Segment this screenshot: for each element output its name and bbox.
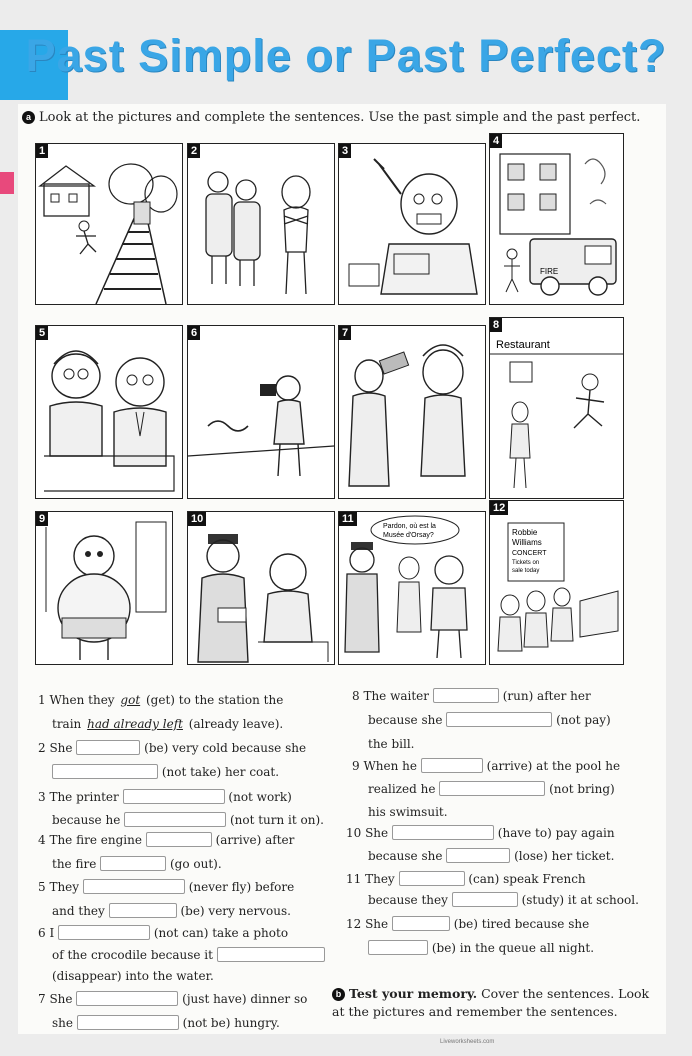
- sentence-text: train: [52, 717, 82, 731]
- picture-1-train-station: [35, 143, 183, 305]
- picture-2-cold-woman: [187, 143, 335, 305]
- sentence-2-line-1: [38, 740, 306, 756]
- sentence-10-line-2: [368, 848, 614, 864]
- sentence-text: (not work): [228, 790, 292, 804]
- sentence-text: the fire: [52, 857, 97, 871]
- sentence-text: (be) very nervous.: [180, 904, 291, 918]
- answer-4a-input[interactable]: [146, 832, 212, 847]
- picture-number: 8: [490, 318, 502, 332]
- sentence-text: because she: [368, 849, 443, 863]
- sentence-text: (be) in the queue all night.: [431, 941, 595, 955]
- sentence-5-line-2: [52, 903, 291, 919]
- sentence-1-line-1: [38, 692, 283, 708]
- sentence-text: because they: [368, 893, 448, 907]
- sentence-7-line-1: [38, 991, 307, 1007]
- sentence-7-line-2: [52, 1015, 280, 1031]
- sentence-text: 12 She: [346, 917, 389, 931]
- poster-line-1: Robbie: [512, 528, 538, 537]
- train-station-drawing: [36, 144, 182, 304]
- instruction-b: [332, 985, 652, 1021]
- answer-1a: got: [120, 693, 141, 707]
- sentence-8-line-3: the bill.: [368, 737, 415, 751]
- picture-6-crocodile-photo: [187, 325, 335, 499]
- printer-drawing: [339, 144, 485, 304]
- picture-number: 10: [188, 512, 206, 526]
- sentence-text: she: [52, 1016, 73, 1030]
- restaurant-sign-text: Restaurant: [496, 339, 550, 351]
- picture-number: 2: [188, 144, 200, 158]
- picture-number: 12: [490, 501, 508, 515]
- sentence-text: (go out).: [169, 857, 222, 871]
- restaurant-drawing: [490, 318, 623, 498]
- exercise-b-marker: b: [332, 988, 345, 1001]
- sentence-text: (be) tired because she: [453, 917, 590, 931]
- sentence-9-line-1: [352, 758, 620, 774]
- sentence-text: 6 I: [38, 926, 55, 940]
- instruction-a-text: Look at the pictures and complete the sentences. Use the past simple and the past perfect.: [39, 110, 641, 125]
- concert-queue-drawing: [490, 501, 623, 664]
- sentence-text: (study) it at school.: [521, 893, 639, 907]
- sentence-text: (already leave).: [188, 717, 284, 731]
- answer-8a-input[interactable]: [433, 688, 499, 703]
- speech-bubble-line-2: Musée d'Orsay?: [383, 532, 434, 539]
- sentence-10-line-1: [346, 825, 615, 841]
- answer-6b-input[interactable]: [217, 947, 325, 962]
- poster-line-4: Tickets on: [512, 560, 540, 566]
- instruction-b-bold: Test your memory.: [349, 986, 478, 1001]
- sentence-text: (not pay): [556, 713, 611, 727]
- tourists-drawing: [339, 512, 485, 664]
- footer-credit: Liveworksheets.com: [440, 1039, 495, 1045]
- sentence-text: (arrive) at the pool he: [486, 759, 621, 773]
- sentence-9-line-2: [368, 781, 615, 797]
- sentence-9-line-3: his swimsuit.: [368, 805, 448, 819]
- speech-bubble-line-1: Pardon, où est la: [383, 523, 436, 530]
- ticket-inspector-drawing: [188, 512, 334, 664]
- answer-11a-input[interactable]: [399, 871, 465, 886]
- sentence-text: (be) very cold because she: [144, 741, 307, 755]
- picture-5-nervous-couple: [35, 325, 183, 499]
- sentence-text: (not turn it on).: [229, 813, 324, 827]
- picture-number: 4: [490, 134, 502, 148]
- sentence-5-line-1: [38, 879, 294, 895]
- answer-12b-input[interactable]: [368, 940, 428, 955]
- picture-8-restaurant: [489, 317, 624, 499]
- picture-10-ticket-inspector: [187, 511, 335, 665]
- poster-line-5: sale today: [512, 568, 540, 574]
- sentence-6-line-3: (disappear) into the water.: [52, 969, 214, 983]
- answer-8b-input[interactable]: [446, 712, 552, 727]
- picture-number: 6: [188, 326, 200, 340]
- sentence-text: 1 When they: [38, 693, 115, 707]
- answer-2a-input[interactable]: [76, 740, 140, 755]
- sentence-text: (not take) her coat.: [161, 765, 280, 779]
- corner-tab-pink: [0, 172, 14, 194]
- sentence-3-line-2: [52, 812, 324, 828]
- answer-7b-input[interactable]: [77, 1015, 179, 1030]
- sentence-text: (never fly) before: [188, 880, 295, 894]
- sentence-text: 7 She: [38, 992, 73, 1006]
- sentence-6-line-2: [52, 947, 325, 963]
- sentence-4-line-2: [52, 856, 222, 872]
- sentence-text: 4 The fire engine: [38, 833, 142, 847]
- answer-10a-input[interactable]: [392, 825, 494, 840]
- poster-line-3: CONCERT: [512, 550, 547, 557]
- answer-12a-input[interactable]: [392, 916, 450, 931]
- sentence-text: realized he: [368, 782, 436, 796]
- answer-5a-input[interactable]: [83, 879, 185, 894]
- sentence-text: of the crocodile because it: [52, 948, 213, 962]
- picture-4-fire-engine: [489, 133, 624, 305]
- poster-line-2: Williams: [512, 538, 542, 547]
- answer-6a-input[interactable]: [58, 925, 150, 940]
- sentence-text: (arrive) after: [215, 833, 295, 847]
- answer-3b-input[interactable]: [124, 812, 226, 827]
- worksheet-title: Past Simple or Past Perfect?: [25, 30, 667, 81]
- answer-2b-input[interactable]: [52, 764, 158, 779]
- instruction-b-text: Cover the sentences. Look at the pictures and remember the sentences.: [332, 986, 650, 1019]
- sentence-text: 10 She: [346, 826, 389, 840]
- picture-12-concert-queue: [489, 500, 624, 665]
- answer-11b-input[interactable]: [452, 892, 518, 907]
- answer-5b-input[interactable]: [109, 903, 177, 918]
- nervous-couple-drawing: [36, 326, 182, 498]
- sentence-text: (run) after her: [502, 689, 591, 703]
- sentence-text: 8 The waiter: [352, 689, 430, 703]
- cold-woman-drawing: [188, 144, 334, 304]
- crocodile-photo-drawing: [188, 326, 334, 498]
- picture-number: 3: [339, 144, 351, 158]
- sentence-text: because she: [368, 713, 443, 727]
- sentence-8-line-2: [368, 712, 611, 728]
- answer-9b-input[interactable]: [439, 781, 545, 796]
- exercise-a-marker: a: [22, 111, 35, 124]
- sentence-text: (can) speak French: [468, 872, 586, 886]
- sentence-12-line-2: [368, 940, 594, 956]
- swimming-pool-drawing: [36, 512, 172, 664]
- sentence-text: (just have) dinner so: [182, 992, 308, 1006]
- sentence-text: 3 The printer: [38, 790, 119, 804]
- sentence-11-line-1: [346, 871, 586, 887]
- picture-number: 1: [36, 144, 48, 158]
- instruction-a: [22, 110, 640, 125]
- sentence-text: (not can) take a photo: [153, 926, 289, 940]
- sentence-text: 5 They: [38, 880, 80, 894]
- sentence-11-line-2: [368, 892, 639, 908]
- sentence-text: (not be) hungry.: [182, 1016, 280, 1030]
- sentence-text: (get) to the station the: [145, 693, 284, 707]
- fire-sign-text: FIRE: [540, 267, 559, 276]
- picture-number: 11: [339, 512, 357, 526]
- fire-engine-drawing: [490, 134, 623, 304]
- sentence-4-line-1: [38, 832, 294, 848]
- sentence-text: (not bring): [549, 782, 615, 796]
- sentence-1-line-2: [52, 716, 283, 732]
- answer-1b: had already left: [87, 717, 183, 731]
- answer-3a-input[interactable]: [123, 789, 225, 804]
- answer-9a-input[interactable]: [421, 758, 483, 773]
- sentence-12-line-1: [346, 916, 589, 932]
- picture-9-swimming-pool: [35, 511, 173, 665]
- picture-number: 7: [339, 326, 351, 340]
- answer-4b-input[interactable]: [100, 856, 166, 871]
- sentence-text: and they: [52, 904, 105, 918]
- sentence-6-line-1: [38, 925, 288, 941]
- answer-10b-input[interactable]: [446, 848, 510, 863]
- picture-3-printer: [338, 143, 486, 305]
- picture-11-tourists: [338, 511, 486, 665]
- picture-number: 5: [36, 326, 48, 340]
- sentence-text: 9 When he: [352, 759, 417, 773]
- answer-7a-input[interactable]: [76, 991, 178, 1006]
- sentence-text: 2 She: [38, 741, 73, 755]
- sentence-2-line-2: [52, 764, 279, 780]
- picture-7-dinner-women: [338, 325, 486, 499]
- sentence-text: (have to) pay again: [497, 826, 615, 840]
- sentence-3-line-1: [38, 789, 292, 805]
- sentence-8-line-1: [352, 688, 591, 704]
- dinner-women-drawing: [339, 326, 485, 498]
- sentence-text: 11 They: [346, 872, 395, 886]
- picture-number: 9: [36, 512, 48, 526]
- sentence-text: (lose) her ticket.: [514, 849, 615, 863]
- sentence-text: because he: [52, 813, 121, 827]
